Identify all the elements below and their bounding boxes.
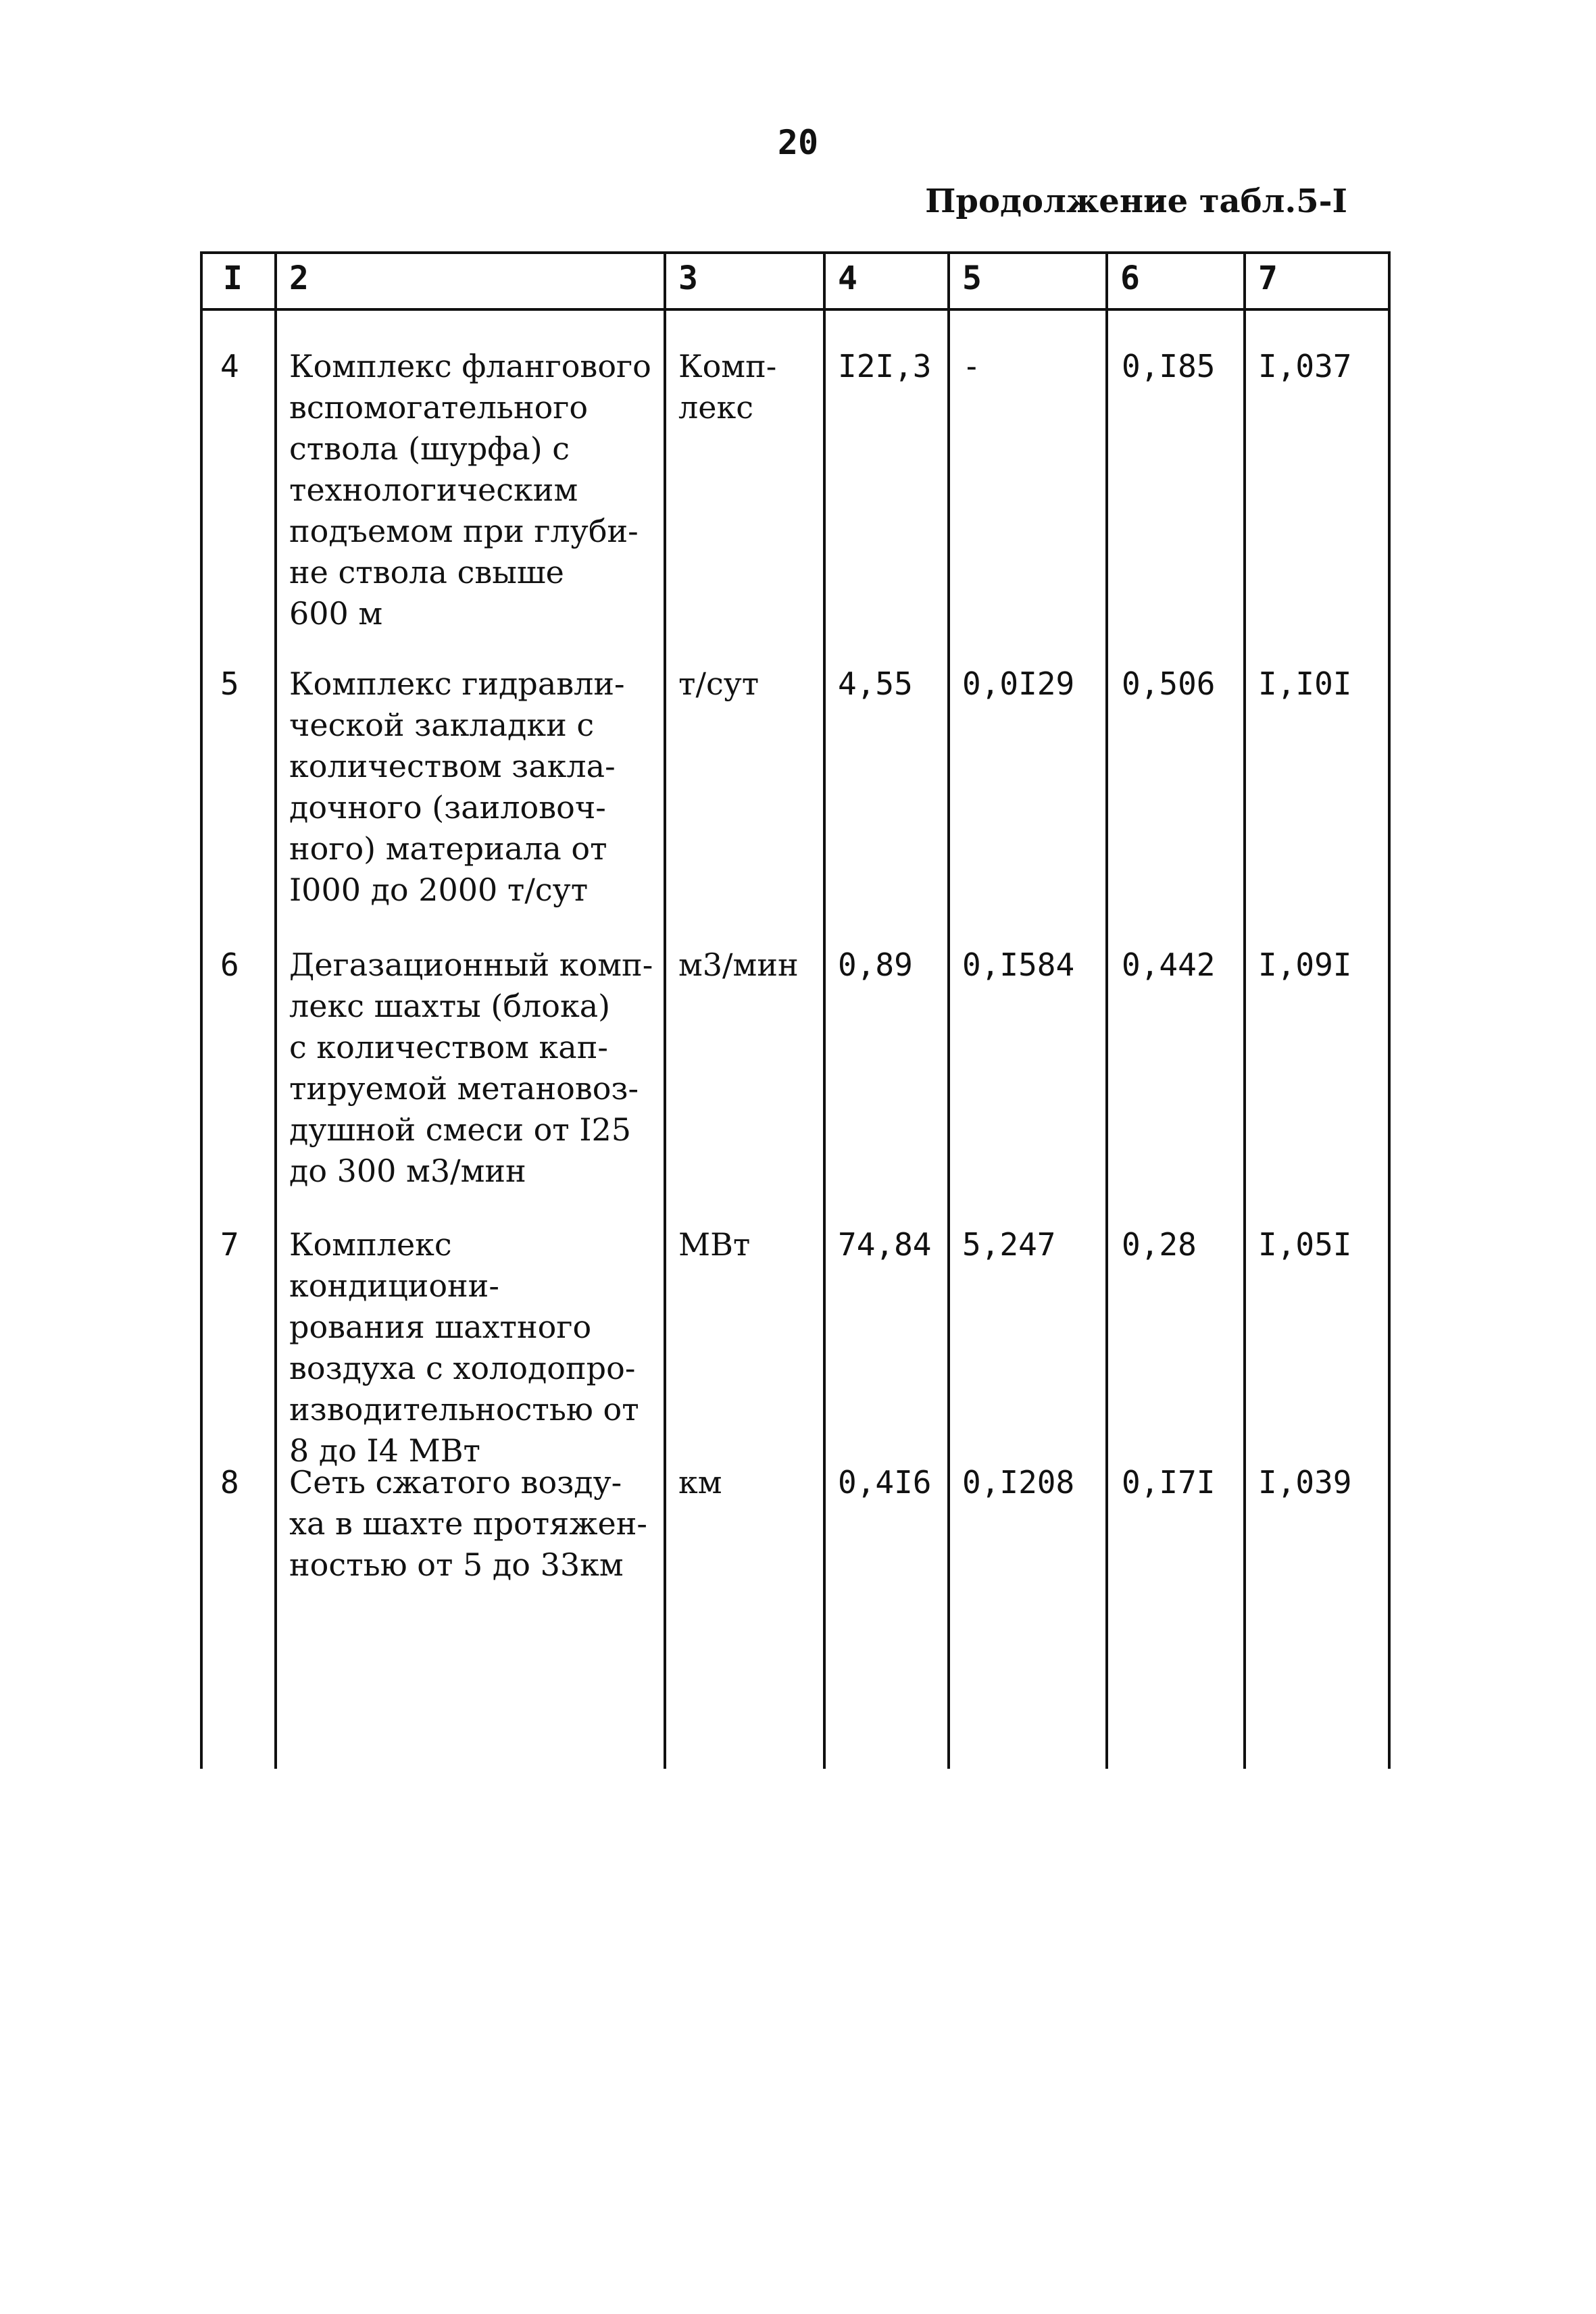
header-col-2: 2 [289,259,309,297]
table-continuation-caption: Продолжение табл.5-I [925,182,1347,220]
row-number: 5 [220,665,239,702]
row-value-col5: 0,I584 [962,947,1075,983]
data-table [200,251,1391,1769]
header-col-4: 4 [838,259,857,297]
row-value-col7: I,039 [1258,1464,1352,1501]
header-col-7: 7 [1258,259,1278,297]
page-number: 20 [777,123,819,162]
column-border [1388,251,1391,1769]
header-col-1: I [223,259,243,297]
row-value-col7: I,05I [1258,1226,1352,1263]
row-value-col4: 0,4I6 [838,1464,932,1501]
row-value-col5: - [962,348,981,384]
row-unit: т/сут [678,665,759,702]
row-description: Комплекс гидравли- ческой закладки с количеством закла- дочного (заиловоч- ного) материала от I000 до 2000 т/сут [289,665,625,908]
row-value-col4: 74,84 [838,1226,932,1263]
row-description: Комплекс флангового вспомогательного ствола (шурфа) с технологическим подъемом при глуби- не ствола свыше 600 м [289,348,651,632]
row-unit: км [678,1464,722,1501]
row-value-col6: 0,28 [1122,1226,1197,1263]
column-border [274,251,277,1769]
header-col-6: 6 [1120,259,1140,297]
row-value-col4: 0,89 [838,947,913,983]
row-value-col5: 5,247 [962,1226,1056,1263]
row-value-col4: 4,55 [838,665,913,702]
row-value-col5: 0,0I29 [962,665,1075,702]
header-col-5: 5 [962,259,982,297]
row-value-col7: I,037 [1258,348,1352,384]
row-value-col6: 0,I7I [1122,1464,1216,1501]
header-col-3: 3 [678,259,698,297]
row-description: Сеть сжатого возду- ха в шахте протяжен- ностью от 5 до 33км [289,1464,647,1583]
column-border [823,251,826,1769]
row-unit: Комп- лекс [678,348,777,426]
header-bottom-border [200,308,1391,311]
row-number: 7 [220,1226,239,1263]
row-number: 8 [220,1464,239,1501]
row-unit: МВт [678,1226,751,1263]
row-unit: м3/мин [678,947,799,983]
row-number: 4 [220,348,239,384]
table-top-border [200,251,1391,254]
row-description: Комплекс кондициони- рования шахтного воздуха с холодопро- изводительностью от 8 до I4 МВт [289,1226,639,1469]
row-value-col7: I,I0I [1258,665,1352,702]
row-value-col6: 0,I85 [1122,348,1216,384]
row-value-col4: I2I,3 [838,348,932,384]
column-border [200,251,203,1769]
row-description: Дегазационный комп- лекс шахты (блока) с количеством кап- тируемой метановоз- душной смеси от I25 до 300 м3/мин [289,947,653,1189]
column-border [1105,251,1108,1769]
row-value-col5: 0,I208 [962,1464,1075,1501]
row-value-col7: I,09I [1258,947,1352,983]
column-border [947,251,950,1769]
row-value-col6: 0,506 [1122,665,1216,702]
row-value-col6: 0,442 [1122,947,1216,983]
column-border [664,251,666,1769]
row-number: 6 [220,947,239,983]
column-border [1243,251,1246,1769]
